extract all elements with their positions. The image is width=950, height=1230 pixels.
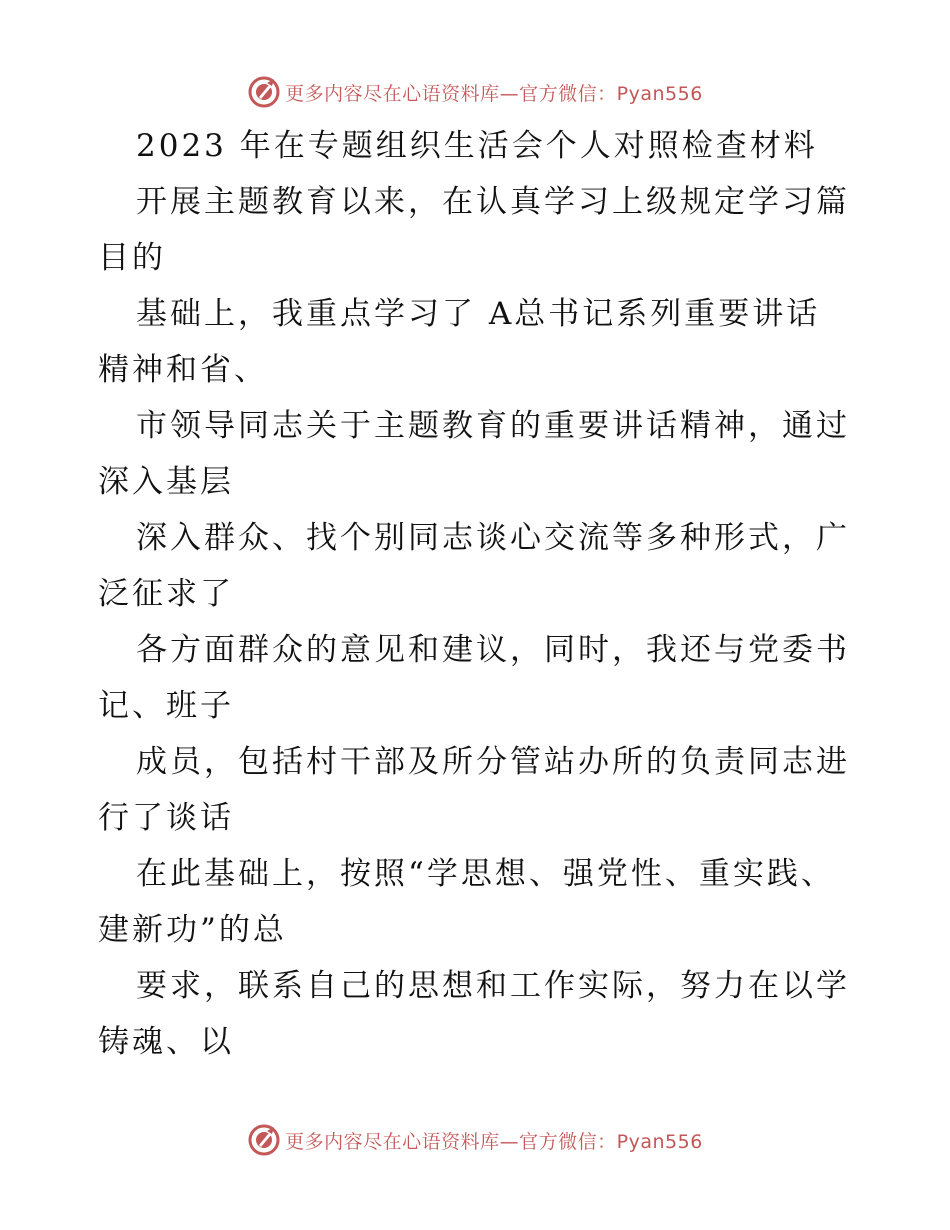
banner-text: 更多内容尽在心语资料库—官方微信：Pyan556	[285, 82, 703, 105]
footer-banner	[0, 1120, 950, 1160]
text-line: 建新功”的总	[98, 912, 287, 948]
text-line: 要求，联系自己的思想和工作实际，努力在以学	[136, 968, 850, 1004]
banner-text: 更多内容尽在心语资料库—官方微信：Pyan556	[285, 1130, 703, 1153]
text-line: 行了谈话	[98, 800, 234, 836]
header-banner	[0, 72, 950, 112]
document-title: 2023 年在专题组织生活会个人对照检查材料	[136, 128, 818, 164]
text-line: 各方面群众的意见和建议，同时，我还与党委书	[136, 632, 850, 668]
text-line: 市领导同志关于主题教育的重要讲话精神，通过	[136, 408, 850, 444]
text-line: 精神和省、	[98, 352, 268, 388]
text-line: 基础上，我重点学习了 A总书记系列重要讲话	[136, 296, 821, 332]
text-line: 铸魂、以	[98, 1024, 234, 1060]
text-line: 深入基层	[98, 464, 234, 500]
text-line: 深入群众、找个别同志谈心交流等多种形式，广	[136, 520, 850, 556]
wechat-id: Pyan556	[616, 1130, 703, 1153]
text-line: 在此基础上，按照“学思想、强党性、重实践、	[136, 856, 835, 892]
document-body	[98, 118, 858, 1070]
text-line: 成员，包括村干部及所分管站办所的负责同志进	[136, 744, 850, 780]
text-line: 目的	[98, 240, 166, 276]
text-line: 泛征求了	[98, 576, 234, 612]
pen-nib-circle-icon	[247, 1123, 281, 1157]
pen-nib-circle-icon	[247, 75, 281, 109]
text-line: 开展主题教育以来，在认真学习上级规定学习篇	[136, 184, 850, 220]
wechat-id: Pyan556	[616, 82, 703, 105]
text-line: 记、班子	[98, 688, 234, 724]
